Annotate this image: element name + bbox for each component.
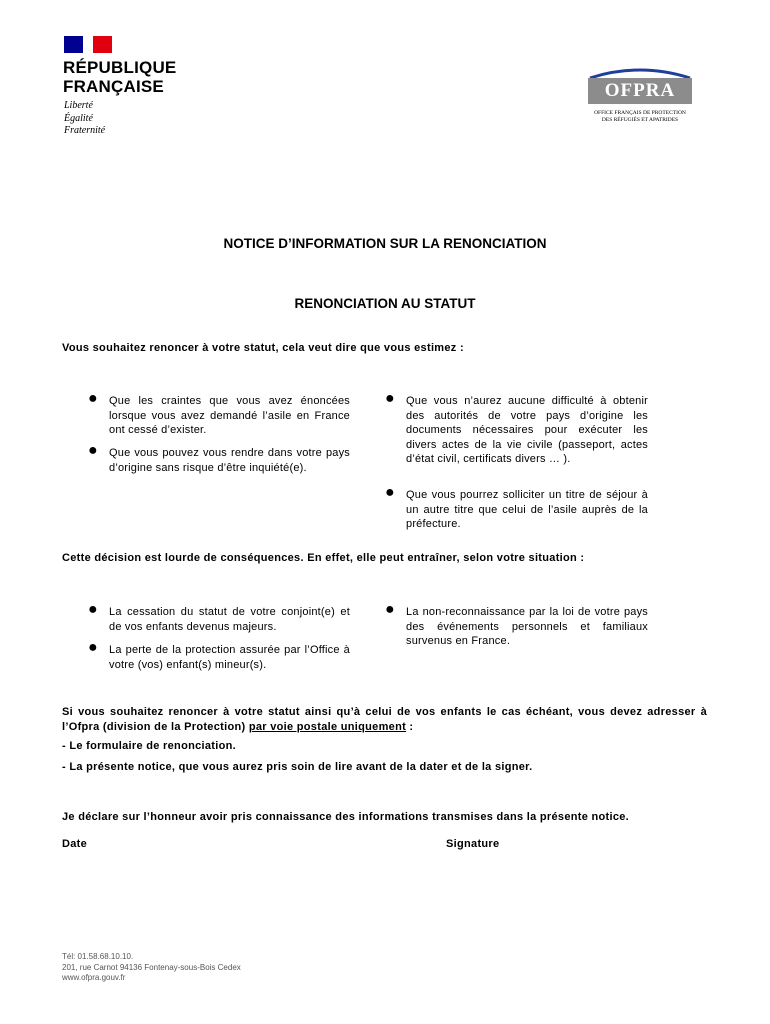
rf-line2: FRANÇAISE (63, 77, 164, 96)
list-item: ● Que les craintes que vous avez énoncées lorsque vous avez demandé l’asile en France ont cessé d’exister. (88, 390, 350, 436)
ofpra-logo: OFPRA (588, 78, 692, 104)
document-subtitle: RENONCIATION AU STATUT (294, 296, 476, 311)
devise-fraternite: Fraternité (64, 125, 106, 136)
bullet-icon: ● (88, 601, 98, 618)
list-item: ● La perte de la protection assurée par l’Office à votre (vos) enfant(s) mineur(s). (88, 639, 350, 671)
bullet-icon: ● (88, 639, 98, 656)
list-item: ● Que vous pourrez solliciter un titre de séjour à un autre titre que celui de l’asile auprès de la préfecture. (385, 484, 648, 530)
footer-phone: Tél: 01.58.68.10.10. (62, 952, 134, 961)
footer-address: 201, rue Carnot 94136 Fontenay-sous-Bois Cedex (62, 962, 241, 972)
devise (64, 100, 105, 138)
republique-francaise-logo (63, 58, 176, 96)
date-label: Date (62, 838, 88, 850)
list-item: ● La cessation du statut de votre conjoint(e) et de vos enfants devenus majeurs. (88, 601, 350, 633)
declaration-text: Je déclare sur l’honneur avoir pris connaissance des informations transmises dans la présente notice. (62, 811, 630, 823)
marianne-flag-logo (64, 36, 112, 53)
rf-line1: RÉPUBLIQUE (63, 58, 177, 77)
bullet-icon: ● (385, 484, 395, 501)
bullet-icon: ● (88, 442, 98, 459)
bullet-icon: ● (88, 390, 98, 407)
list-item: ● La non-reconnaissance par la loi de votre pays des événements personnels et familiaux survenus en France. (385, 601, 648, 647)
instruction-item-form: - Le formulaire de renonciation. (62, 740, 237, 752)
signature-label: Signature (446, 838, 500, 850)
underlined-postal: par voie postale uniquement (248, 721, 407, 733)
list-item: ● Que vous pouvez vous rendre dans votre pays d’origine sans risque d’être inquiété(e). (88, 442, 350, 474)
consequences-intro: Cette décision est lourde de conséquences. En effet, elle peut entraîner, selon votre situation : (62, 552, 585, 564)
list-item: ● Que vous n’aurez aucune difficulté à obtenir des autorités de votre pays d’origine les documents nécessaires pour exécuter les divers actes de la vie civile (passeport, actes d’état civil, certificats divers … ). (385, 390, 648, 465)
intro-text: Vous souhaitez renoncer à votre statut, cela veut dire que vous estimez : (62, 342, 464, 354)
bullet-icon: ● (385, 390, 395, 407)
instructions-paragraph: Si vous souhaitez renoncer à votre statut ainsi qu’à celui de vos enfants le cas échéant, vous devez adresser à l’Ofpra (division de la Protection) par voie postale uniquement : (62, 706, 707, 733)
footer-website: www.ofpra.gouv.fr (62, 973, 126, 982)
footer (62, 952, 241, 984)
devise-liberte: Liberté (64, 100, 93, 111)
ofpra-subtitle: OFFICE FRANÇAIS DE PROTECTION DES RÉFUGIÉS ET APATRIDES (594, 110, 686, 123)
instruction-item-notice: - La présente notice, que vous aurez pris soin de lire avant de la dater et de la signer. (62, 761, 533, 773)
devise-egalite: Égalité (64, 112, 93, 124)
document-title: NOTICE D’INFORMATION SUR LA RENONCIATION (223, 236, 547, 251)
bullet-icon: ● (385, 601, 395, 618)
